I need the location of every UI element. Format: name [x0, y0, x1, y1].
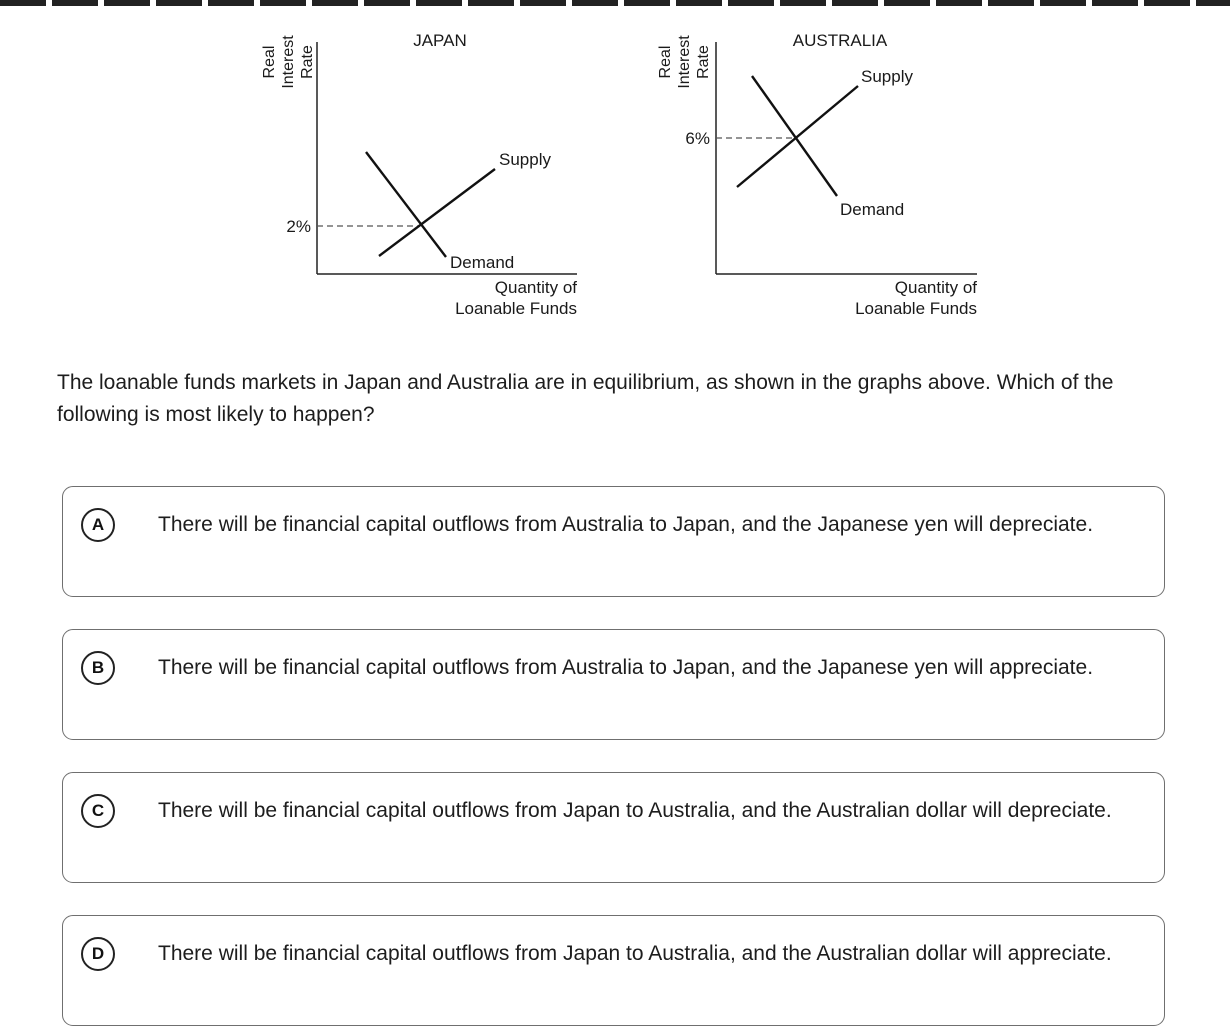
australia-y-axis-label [657, 35, 712, 89]
australia-supply-label: Supply [861, 67, 913, 86]
graphs-svg [0, 0, 1230, 330]
australia-title: AUSTRALIA [792, 31, 888, 50]
choice-d[interactable] [62, 915, 1165, 1026]
japan-x-label-line1: Quantity of [494, 278, 577, 297]
japan-rate-label: 2% [286, 217, 311, 236]
choice-d-letter: D [81, 937, 115, 971]
question-text: The loanable funds markets in Japan and Australia are in equilibrium, as shown in the graphs above. Which of the following is most likely to happen? [57, 371, 1114, 426]
choice-c[interactable] [62, 772, 1165, 883]
choice-b[interactable] [62, 629, 1165, 740]
japan-supply-label: Supply [499, 150, 551, 169]
australia-y-label-line2: Interest [676, 35, 694, 89]
australia-supply-curve [737, 86, 858, 187]
japan-x-label-line2: Loanable Funds [455, 299, 577, 318]
japan-graph [261, 31, 577, 318]
choice-a-text: There will be financial capital outflows from Australia to Japan, and the Japanese yen will depreciate. [158, 513, 1094, 536]
australia-x-label-line1: Quantity of [894, 278, 977, 297]
choice-b-letter: B [81, 651, 115, 685]
choice-c-letter: C [81, 794, 115, 828]
australia-x-label-line2: Loanable Funds [855, 299, 977, 318]
australia-y-label-line3: Rate [695, 45, 713, 79]
japan-demand-curve [366, 152, 446, 257]
choice-a[interactable] [62, 486, 1165, 597]
australia-demand-curve [752, 76, 837, 196]
choice-b-text: There will be financial capital outflows from Australia to Japan, and the Japanese yen will appreciate. [158, 656, 1094, 679]
japan-supply-curve [379, 169, 495, 256]
japan-y-label-line2: Interest [280, 35, 298, 89]
japan-demand-label: Demand [450, 253, 515, 272]
australia-demand-label: Demand [840, 200, 905, 219]
graphs-figure [0, 0, 1230, 330]
japan-y-label-line1: Real [261, 45, 279, 79]
choice-c-text: There will be financial capital outflows from Japan to Australia, and the Australian dollar will depreciate. [158, 799, 1112, 822]
australia-rate-label: 6% [685, 129, 710, 148]
japan-y-label-line3: Rate [299, 45, 317, 79]
japan-title: JAPAN [413, 31, 467, 50]
japan-y-axis-label [261, 35, 316, 89]
australia-y-label-line1: Real [657, 45, 675, 79]
choice-a-letter: A [81, 508, 115, 542]
choice-d-text: There will be financial capital outflows from Japan to Australia, and the Australian dollar will appreciate. [158, 942, 1112, 965]
australia-graph [657, 31, 977, 318]
